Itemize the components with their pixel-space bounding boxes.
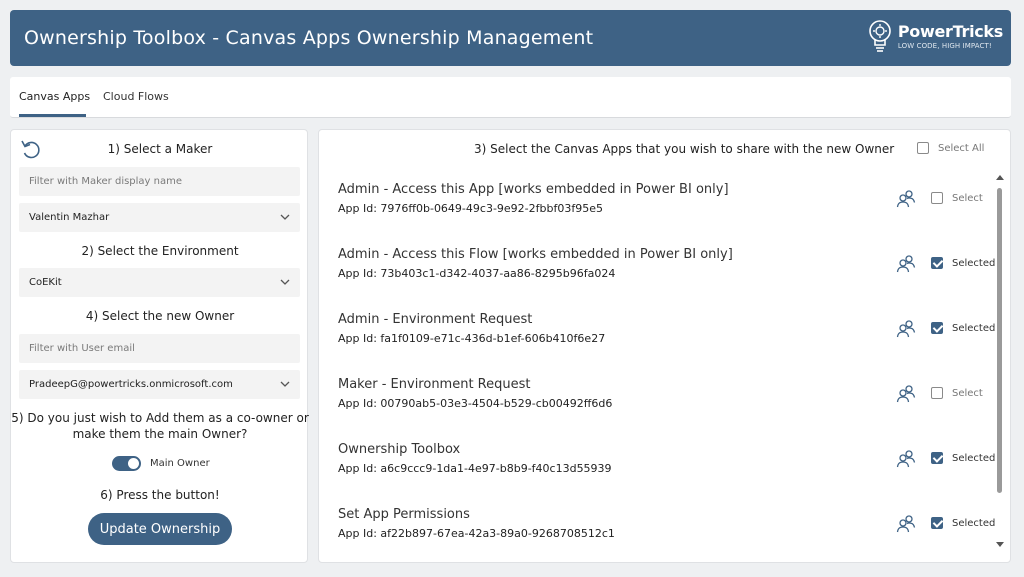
maker-selected-value: Valentin Mazhar (29, 212, 110, 223)
step4-label: 4) Select the new Owner (85, 309, 235, 323)
select-all-label: Select All (938, 142, 985, 154)
app-select-checkbox[interactable] (931, 192, 983, 204)
app-select-checkbox[interactable] (931, 452, 995, 464)
people-share-icon[interactable] (896, 320, 916, 338)
select-label: Selected (952, 322, 996, 334)
app-name: Admin - Access this Flow [works embedded in Power BI only] (338, 247, 733, 262)
maker-dropdown[interactable] (19, 203, 300, 232)
select-label: Selected (952, 257, 996, 269)
tab-bar (10, 77, 1011, 118)
select-label: Select (952, 192, 983, 204)
people-share-icon[interactable] (896, 255, 916, 273)
checkbox[interactable] (931, 452, 943, 464)
people-share-icon[interactable] (896, 190, 916, 208)
app-id: App Id: fa1f0109-e71c-436d-b1ef-606b410f6e27 (338, 332, 606, 345)
select-label: Selected (952, 452, 996, 464)
environment-selected-value: CoEKit (29, 277, 62, 288)
checkbox[interactable] (931, 387, 943, 399)
step2-label: 2) Select the Environment (81, 244, 239, 258)
checkbox[interactable] (917, 142, 929, 154)
main-owner-toggle-label: Main Owner (150, 458, 210, 469)
checkbox[interactable] (931, 257, 943, 269)
active-tab-indicator (19, 114, 86, 117)
maker-filter-input[interactable]: Filter with Maker display name (19, 167, 300, 196)
step1-label: 1) Select a Maker (107, 142, 213, 156)
logo-name: PowerTricks (897, 22, 1003, 41)
app-row (338, 312, 998, 352)
owner-dropdown[interactable] (19, 370, 300, 399)
step5-label-line2: make them the main Owner? (72, 427, 248, 441)
owner-filter-input[interactable]: Filter with User email (19, 334, 300, 363)
app-row (338, 442, 998, 482)
select-label: Selected (952, 517, 996, 529)
scroll-thumb[interactable] (997, 188, 1002, 493)
apps-list-title: 3) Select the Canvas Apps that you wish to share with the new Owner (474, 142, 895, 156)
app-select-checkbox[interactable] (931, 517, 995, 529)
app-name: Admin - Environment Request (338, 312, 533, 327)
lightbulb-gear-icon (867, 19, 893, 55)
app-name: Ownership Toolbox (338, 442, 461, 457)
chevron-down-icon (280, 379, 290, 389)
canvas-apps-panel (318, 129, 1011, 563)
people-share-icon[interactable] (896, 450, 916, 468)
app-id: App Id: a6c9ccc9-1da1-4e97-b8b9-f40c13d55939 (338, 462, 612, 475)
update-ownership-button[interactable]: Update Ownership (88, 513, 232, 545)
app-id: App Id: 73b403c1-d342-4037-aa86-8295b96fa024 (338, 267, 616, 280)
checkbox[interactable] (931, 517, 943, 529)
main-owner-toggle-row (112, 456, 210, 471)
logo-tagline: LOW CODE, HIGH IMPACT! (897, 42, 992, 50)
scroll-down-icon[interactable] (996, 542, 1004, 548)
step5-label-line1: 5) Do you just wish to Add them as a co-owner or (11, 411, 309, 425)
app-header (10, 10, 1011, 66)
select-all-checkbox[interactable] (917, 142, 984, 154)
tab-canvas-apps[interactable]: Canvas Apps (19, 90, 91, 103)
step6-label: 6) Press the button! (100, 488, 220, 502)
app-id: App Id: af22b897-67ea-42a3-89a0-9268708512c1 (338, 527, 615, 540)
app-row (338, 247, 998, 287)
chevron-down-icon (280, 212, 290, 222)
checkbox[interactable] (931, 322, 943, 334)
people-share-icon[interactable] (896, 385, 916, 403)
environment-dropdown[interactable] (19, 268, 300, 297)
owner-settings-panel (10, 129, 308, 563)
scroll-up-icon[interactable] (996, 174, 1004, 180)
checkbox[interactable] (931, 192, 943, 204)
app-id: App Id: 00790ab5-03e3-4504-b529-cb00492ff6d6 (338, 397, 613, 410)
app-select-checkbox[interactable] (931, 257, 995, 269)
page-title: Ownership Toolbox - Canvas Apps Ownership Management (24, 27, 594, 49)
brand-logo (867, 19, 1003, 55)
people-share-icon[interactable] (896, 515, 916, 533)
app-name: Admin - Access this App [works embedded in Power BI only] (338, 182, 729, 197)
app-row (338, 182, 998, 222)
scrollbar[interactable] (996, 180, 1002, 545)
select-label: Select (952, 387, 983, 399)
main-owner-toggle[interactable] (112, 456, 141, 471)
app-name: Set App Permissions (338, 507, 470, 522)
app-row (338, 507, 998, 547)
app-name: Maker - Environment Request (338, 377, 531, 392)
app-select-checkbox[interactable] (931, 322, 995, 334)
owner-selected-value: PradeepG@powertricks.onmicrosoft.com (29, 379, 233, 390)
app-id: App Id: 7976ff0b-0649-49c3-9e92-2fbbf03f95e5 (338, 202, 603, 215)
app-select-checkbox[interactable] (931, 387, 983, 399)
tab-cloud-flows[interactable]: Cloud Flows (103, 90, 169, 103)
app-row (338, 377, 998, 417)
chevron-down-icon (280, 277, 290, 287)
